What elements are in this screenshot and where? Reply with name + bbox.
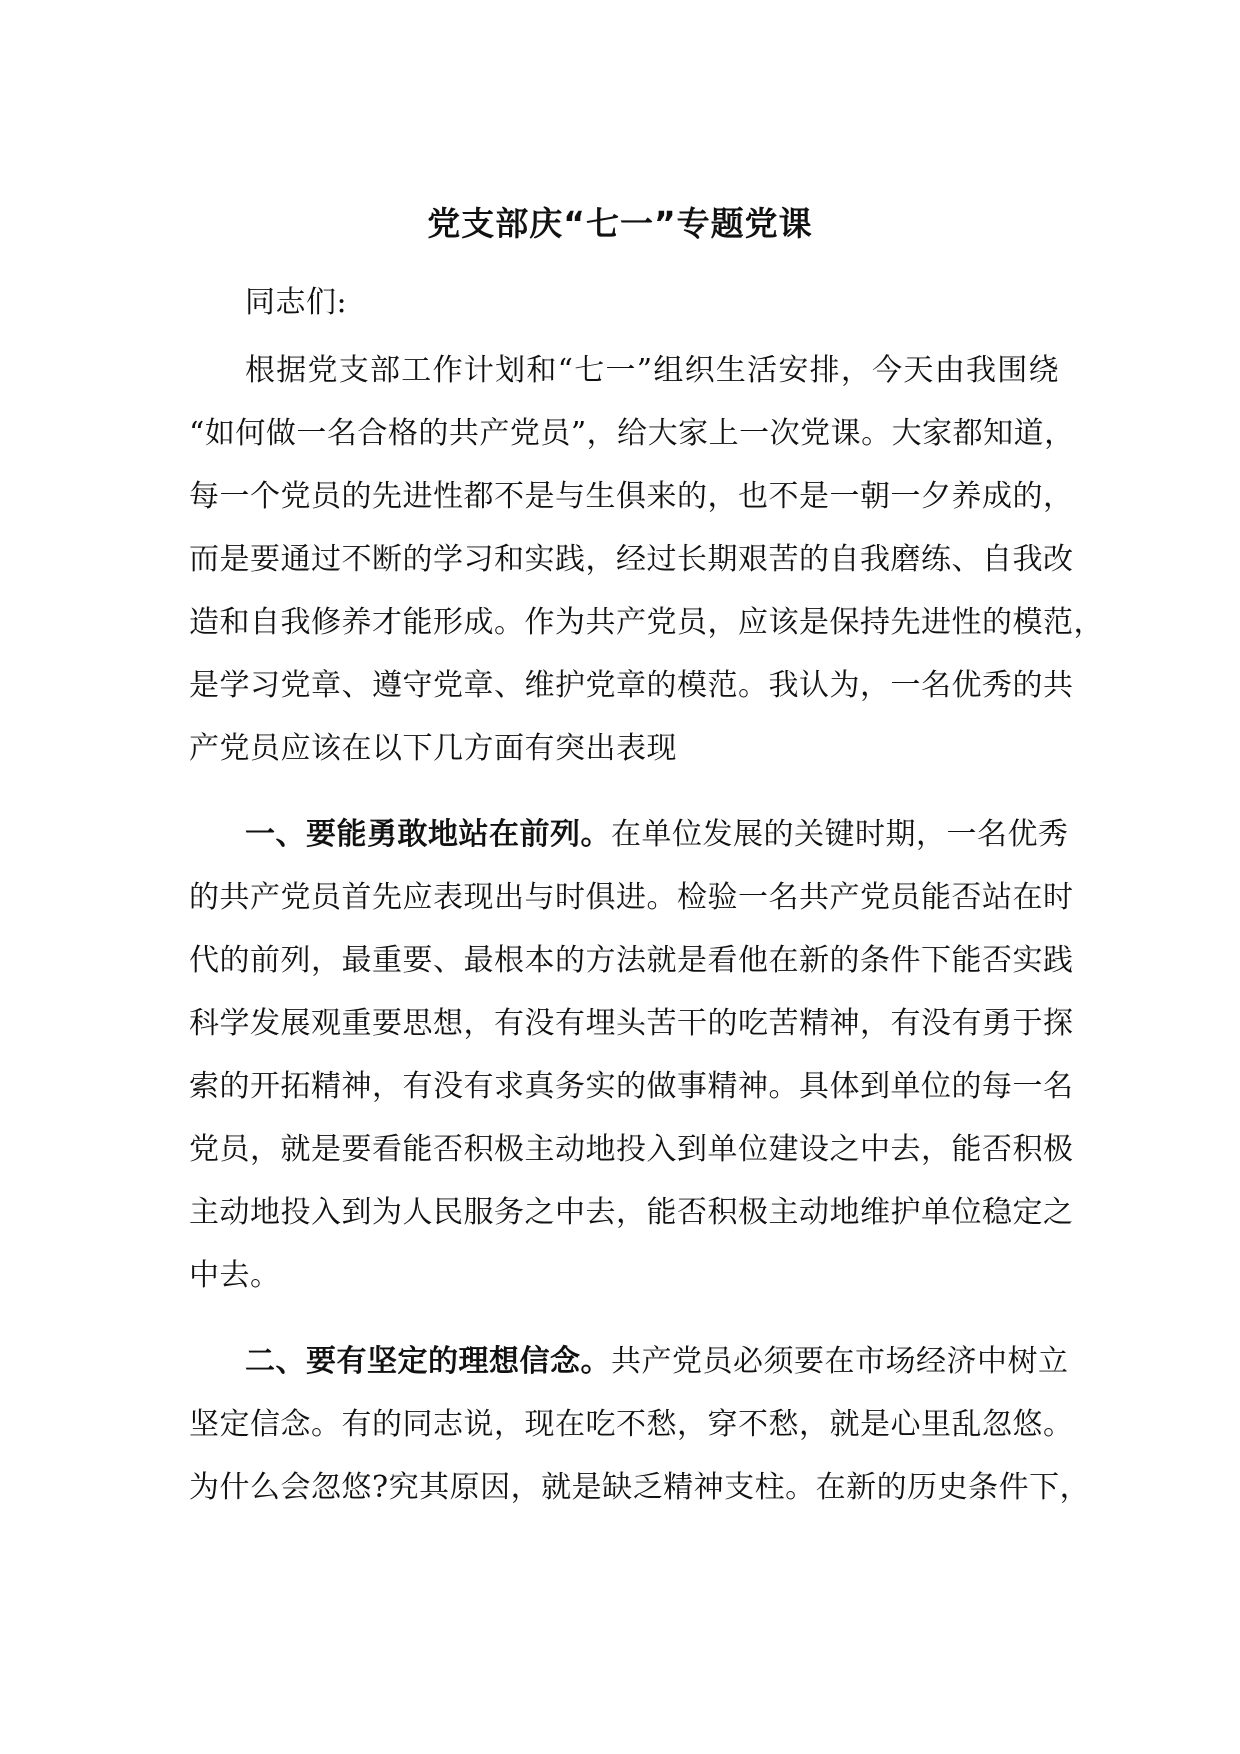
paragraph-line: 造和自我修养才能形成。作为共产党员，应该是保持先进性的模范，: [189, 605, 1104, 640]
paragraph-line: “如何做一名合格的共产党员”，给大家上一次党课。大家都知道，: [189, 416, 1075, 451]
paragraph-line: 中去。: [189, 1258, 281, 1293]
paragraph-line: 代的前列，最重要、最根本的方法就是看他在新的条件下能否实践: [189, 943, 1074, 978]
section-text: 在单位发展的关键时期，一名优秀: [611, 817, 1069, 852]
paragraph-line: 的共产党员首先应表现出与时俱进。检验一名共产党员能否站在时: [189, 880, 1074, 915]
paragraph-line: 索的开拓精神，有没有求真务实的做事精神。具体到单位的每一名: [189, 1069, 1074, 1104]
paragraph-line: 坚定信念。有的同志说，现在吃不愁，穿不愁，就是心里乱忽悠。: [189, 1407, 1074, 1442]
paragraph-line: 主动地投入到为人民服务之中去，能否积极主动地维护单位稳定之: [189, 1195, 1074, 1230]
document-title: 党支部庆“七一”专题党课: [427, 204, 813, 243]
paragraph-line: 科学发展观重要思想，有没有埋头苦干的吃苦精神，有没有勇于探: [189, 1006, 1074, 1041]
section-heading: 一、要能勇敢地站在前列。: [245, 817, 611, 852]
section-heading: 二、要有坚定的理想信念。: [245, 1344, 611, 1379]
section-first-line: [245, 815, 1069, 855]
paragraph-line: 党员，就是要看能否积极主动地投入到单位建设之中去，能否积极: [189, 1132, 1074, 1167]
salutation: 同志们:: [245, 285, 348, 320]
paragraph-line: 而是要通过不断的学习和实践，经过长期艰苦的自我磨练、自我改: [189, 542, 1074, 577]
paragraph-line: 是学习党章、遵守党章、维护党章的模范。我认为，一名优秀的共: [189, 668, 1074, 703]
paragraph-line: 产党员应该在以下几方面有突出表现: [189, 731, 677, 766]
paragraph-line: 每一个党员的先进性都不是与生俱来的，也不是一朝一夕养成的，: [189, 479, 1074, 514]
section-text: 共产党员必须要在市场经济中树立: [611, 1344, 1069, 1379]
section-first-line: [245, 1342, 1069, 1382]
paragraph-line: 为什么会忽悠?究其原因，就是缺乏精神支柱。在新的历史条件下，: [189, 1470, 1091, 1505]
paragraph-line: 根据党支部工作计划和“七一”组织生活安排，今天由我围绕: [245, 353, 1059, 388]
